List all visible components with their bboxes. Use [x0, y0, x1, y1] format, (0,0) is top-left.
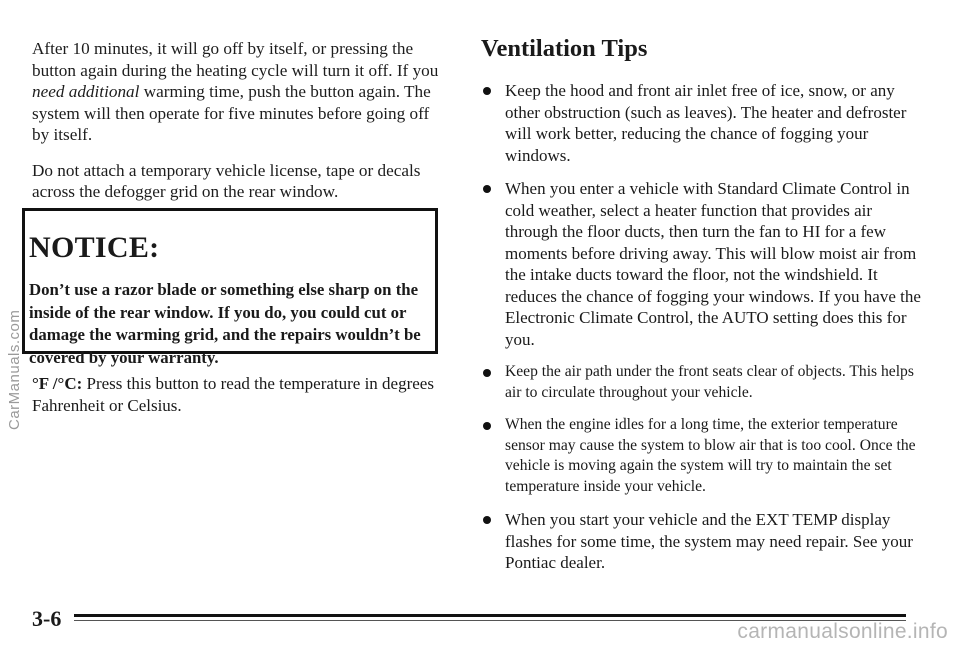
defogger-timer-paragraph [32, 38, 442, 146]
list-item-text: When you enter a vehicle with Standard Climate Control in cold weather, select a heater function that provides air through the floor ducts, then turn the fan to HI for a few moments before driving away. This will blow moist air from the intake ducts toward the floor, not the windshield. It reduces the chance of fogging your windows. If you have the Electronic Climate Control, the AUTO setting does this for you. [505, 179, 921, 349]
notice-title: NOTICE: [29, 231, 160, 264]
para1-text-a: After 10 minutes, it will go off by itself, or pressing the button again during the heating cycle will turn it off. If you [32, 39, 439, 80]
bullet-icon [483, 185, 491, 193]
temperature-units-paragraph [32, 373, 442, 416]
list-item-text: When the engine idles for a long time, the exterior temperature sensor may cause the system to blow air that is too cool. Once the vehicle is moving again the system will try to maintain the set temperature inside your vehicle. [505, 416, 916, 495]
para1-italic: need additional [32, 82, 140, 101]
right-column [481, 34, 921, 586]
bottom-watermark: carmanualsonline.info [737, 620, 948, 643]
bullet-icon [483, 87, 491, 95]
ventilation-tips-list [481, 80, 921, 574]
list-item-text: When you start your vehicle and the EXT TEMP display flashes for some time, the system may need repair. See your Pontiac dealer. [505, 510, 913, 572]
list-item-text: Keep the hood and front air inlet free of ice, snow, or any other obstruction (such as leaves). The heater and defroster will work better, reducing the chance of fogging your windows. [505, 81, 907, 165]
list-item [481, 178, 921, 350]
list-item [481, 509, 921, 574]
left-column [32, 38, 442, 217]
defogger-grid-paragraph: Do not attach a temporary vehicle license, tape or decals across the defogger grid on the rear window. [32, 160, 421, 201]
fc-description: Press this button to read the temperature in degrees Fahrenheit or Celsius. [32, 374, 434, 415]
list-item [481, 362, 921, 403]
footer-rule-thick [74, 614, 906, 617]
bullet-icon [483, 369, 491, 377]
list-item-text: Keep the air path under the front seats clear of objects. This helps air to circulate throughout your vehicle. [505, 363, 914, 401]
bullet-icon [483, 422, 491, 430]
notice-text: Don’t use a razor blade or something else sharp on the inside of the rear window. If you do, you could cut or damage the warming grid, and the repairs wouldn’t be covered by your warranty. [29, 280, 421, 367]
section-title: Ventilation Tips [481, 35, 648, 62]
list-item [481, 80, 921, 166]
page-number: 3-6 [32, 606, 62, 631]
list-item [481, 415, 921, 497]
fc-button-label: °F /°C: [32, 374, 83, 393]
notice-box [22, 208, 438, 367]
para1-text-b: warming time, push the button again. The system will then operate for five minutes before going off by itself. [32, 82, 431, 144]
side-watermark: CarManuals.com [6, 309, 23, 430]
bullet-icon [483, 516, 491, 524]
